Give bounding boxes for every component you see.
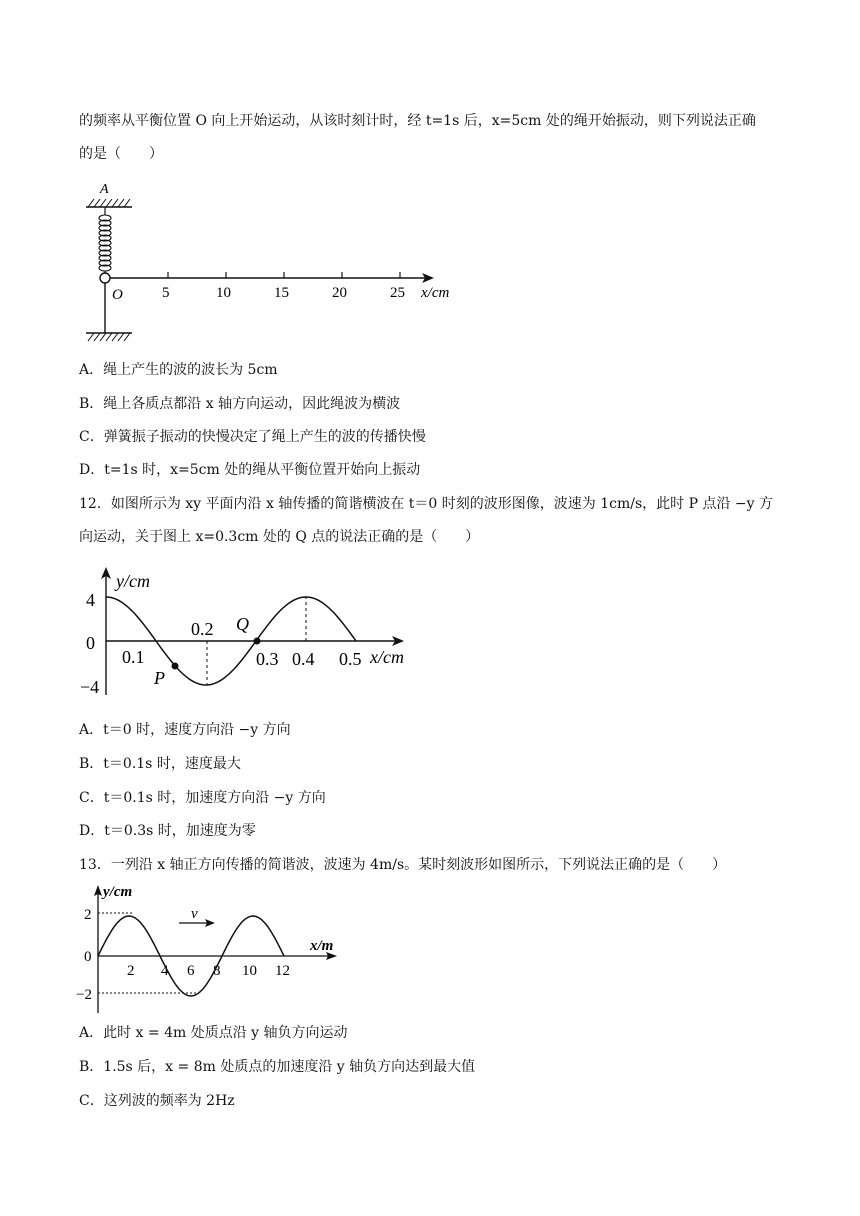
- q12-xtick-0.3: 0.3: [256, 649, 279, 669]
- q12-point-Q: [254, 638, 261, 645]
- q13-xtick-10: 10: [242, 963, 257, 979]
- q12-x-label: x/cm: [370, 647, 404, 667]
- q12-option-C: C．t＝0.1s 时，加速度方向沿 −y 方向: [79, 790, 326, 806]
- q13-xtick-4: 4: [161, 963, 169, 979]
- q13-xtick-2: 2: [127, 963, 135, 979]
- ball-O: [100, 273, 110, 283]
- q12-wave-chart: [80, 560, 420, 695]
- q12-xtick-0.2: 0.2: [191, 619, 214, 639]
- tick-10: 10: [216, 285, 231, 301]
- q12-point-P: [172, 663, 179, 670]
- q13-stem-line1: 13．一列沿 x 轴正方向传播的简谐波，波速为 4m/s。某时刻波形如图所示，下列说法正确的是（ ）: [79, 857, 727, 873]
- q13-ytick-neg2: −2: [76, 987, 92, 1003]
- q13-y-label: y/cm: [103, 884, 133, 900]
- spring-coil: [99, 215, 111, 271]
- label-A: A: [100, 182, 109, 197]
- q11-stem-line1: 的频率从平衡位置 O 向上开始运动，从该时刻计时，经 t=1s 后，x=5cm 处的绳开始振动，则下列说法正确: [79, 113, 756, 129]
- q12-xtick-0.5: 0.5: [339, 649, 362, 669]
- q11-spring-figure: [76, 178, 466, 343]
- tick-5: 5: [162, 285, 170, 301]
- q11-option-B: B．绳上各质点都沿 x 轴方向运动，因此绳波为横波: [79, 396, 401, 412]
- q12-label-Q: Q: [236, 614, 249, 634]
- q13-velocity-label: v: [191, 906, 198, 922]
- q12-option-D: D．t＝0.3s 时，加速度为零: [79, 823, 256, 839]
- q12-option-A: A．t＝0 时，速度方向沿 −y 方向: [79, 722, 291, 738]
- q12-label-P: P: [154, 668, 165, 688]
- q13-wave-chart: [76, 880, 346, 1015]
- q11-option-D: D．t=1s 时，x=5cm 处的绳从平衡位置开始向上振动: [79, 462, 421, 478]
- q12-ytick-4: 4: [86, 590, 95, 610]
- q12-option-B: B．t＝0.1s 时，速度最大: [79, 756, 241, 772]
- q13-ytick-2: 2: [84, 907, 92, 923]
- tick-25: 25: [390, 285, 405, 301]
- q11-stem-line2: 的是（ ）: [79, 146, 163, 162]
- q12-stem-line1: 12．如图所示为 xy 平面内沿 x 轴传播的简谐横波在 t＝0 时刻的波形图像，波速为 1cm/s，此时 P 点沿 −y 方: [79, 496, 773, 512]
- tick-15: 15: [274, 285, 289, 301]
- q12-y-label: y/cm: [116, 571, 150, 591]
- q11-option-A: A．绳上产生的波的波长为 5cm: [79, 362, 278, 378]
- q12-ytick-0: 0: [86, 633, 95, 653]
- q13-x-label: x/m: [310, 938, 334, 954]
- q13-option-A: A．此时 x = 4m 处质点沿 y 轴负方向运动: [79, 1025, 348, 1041]
- q12-stem-line2: 向运动，关于图上 x=0.3cm 处的 Q 点的说法正确的是（ ）: [79, 529, 480, 545]
- q13-xtick-12: 12: [275, 963, 290, 979]
- q12-ytick-neg4: −4: [80, 677, 100, 695]
- q13-option-B: B．1.5s 后，x = 8m 处质点的加速度沿 y 轴负方向达到最大值: [79, 1059, 476, 1075]
- q13-ytick-0: 0: [84, 949, 92, 965]
- q11-option-C: C．弹簧振子振动的快慢决定了绳上产生的波的传播快慢: [79, 429, 426, 445]
- q13-xtick-6: 6: [187, 963, 195, 979]
- q12-xtick-0.4: 0.4: [292, 649, 315, 669]
- tick-20: 20: [332, 285, 347, 301]
- label-O: O: [112, 287, 123, 303]
- axis-label-x: x/cm: [421, 285, 450, 301]
- q13-xtick-8: 8: [213, 963, 221, 979]
- q12-xtick-0.1: 0.1: [122, 647, 145, 667]
- q13-option-C: C．这列波的频率为 2Hz: [79, 1093, 235, 1109]
